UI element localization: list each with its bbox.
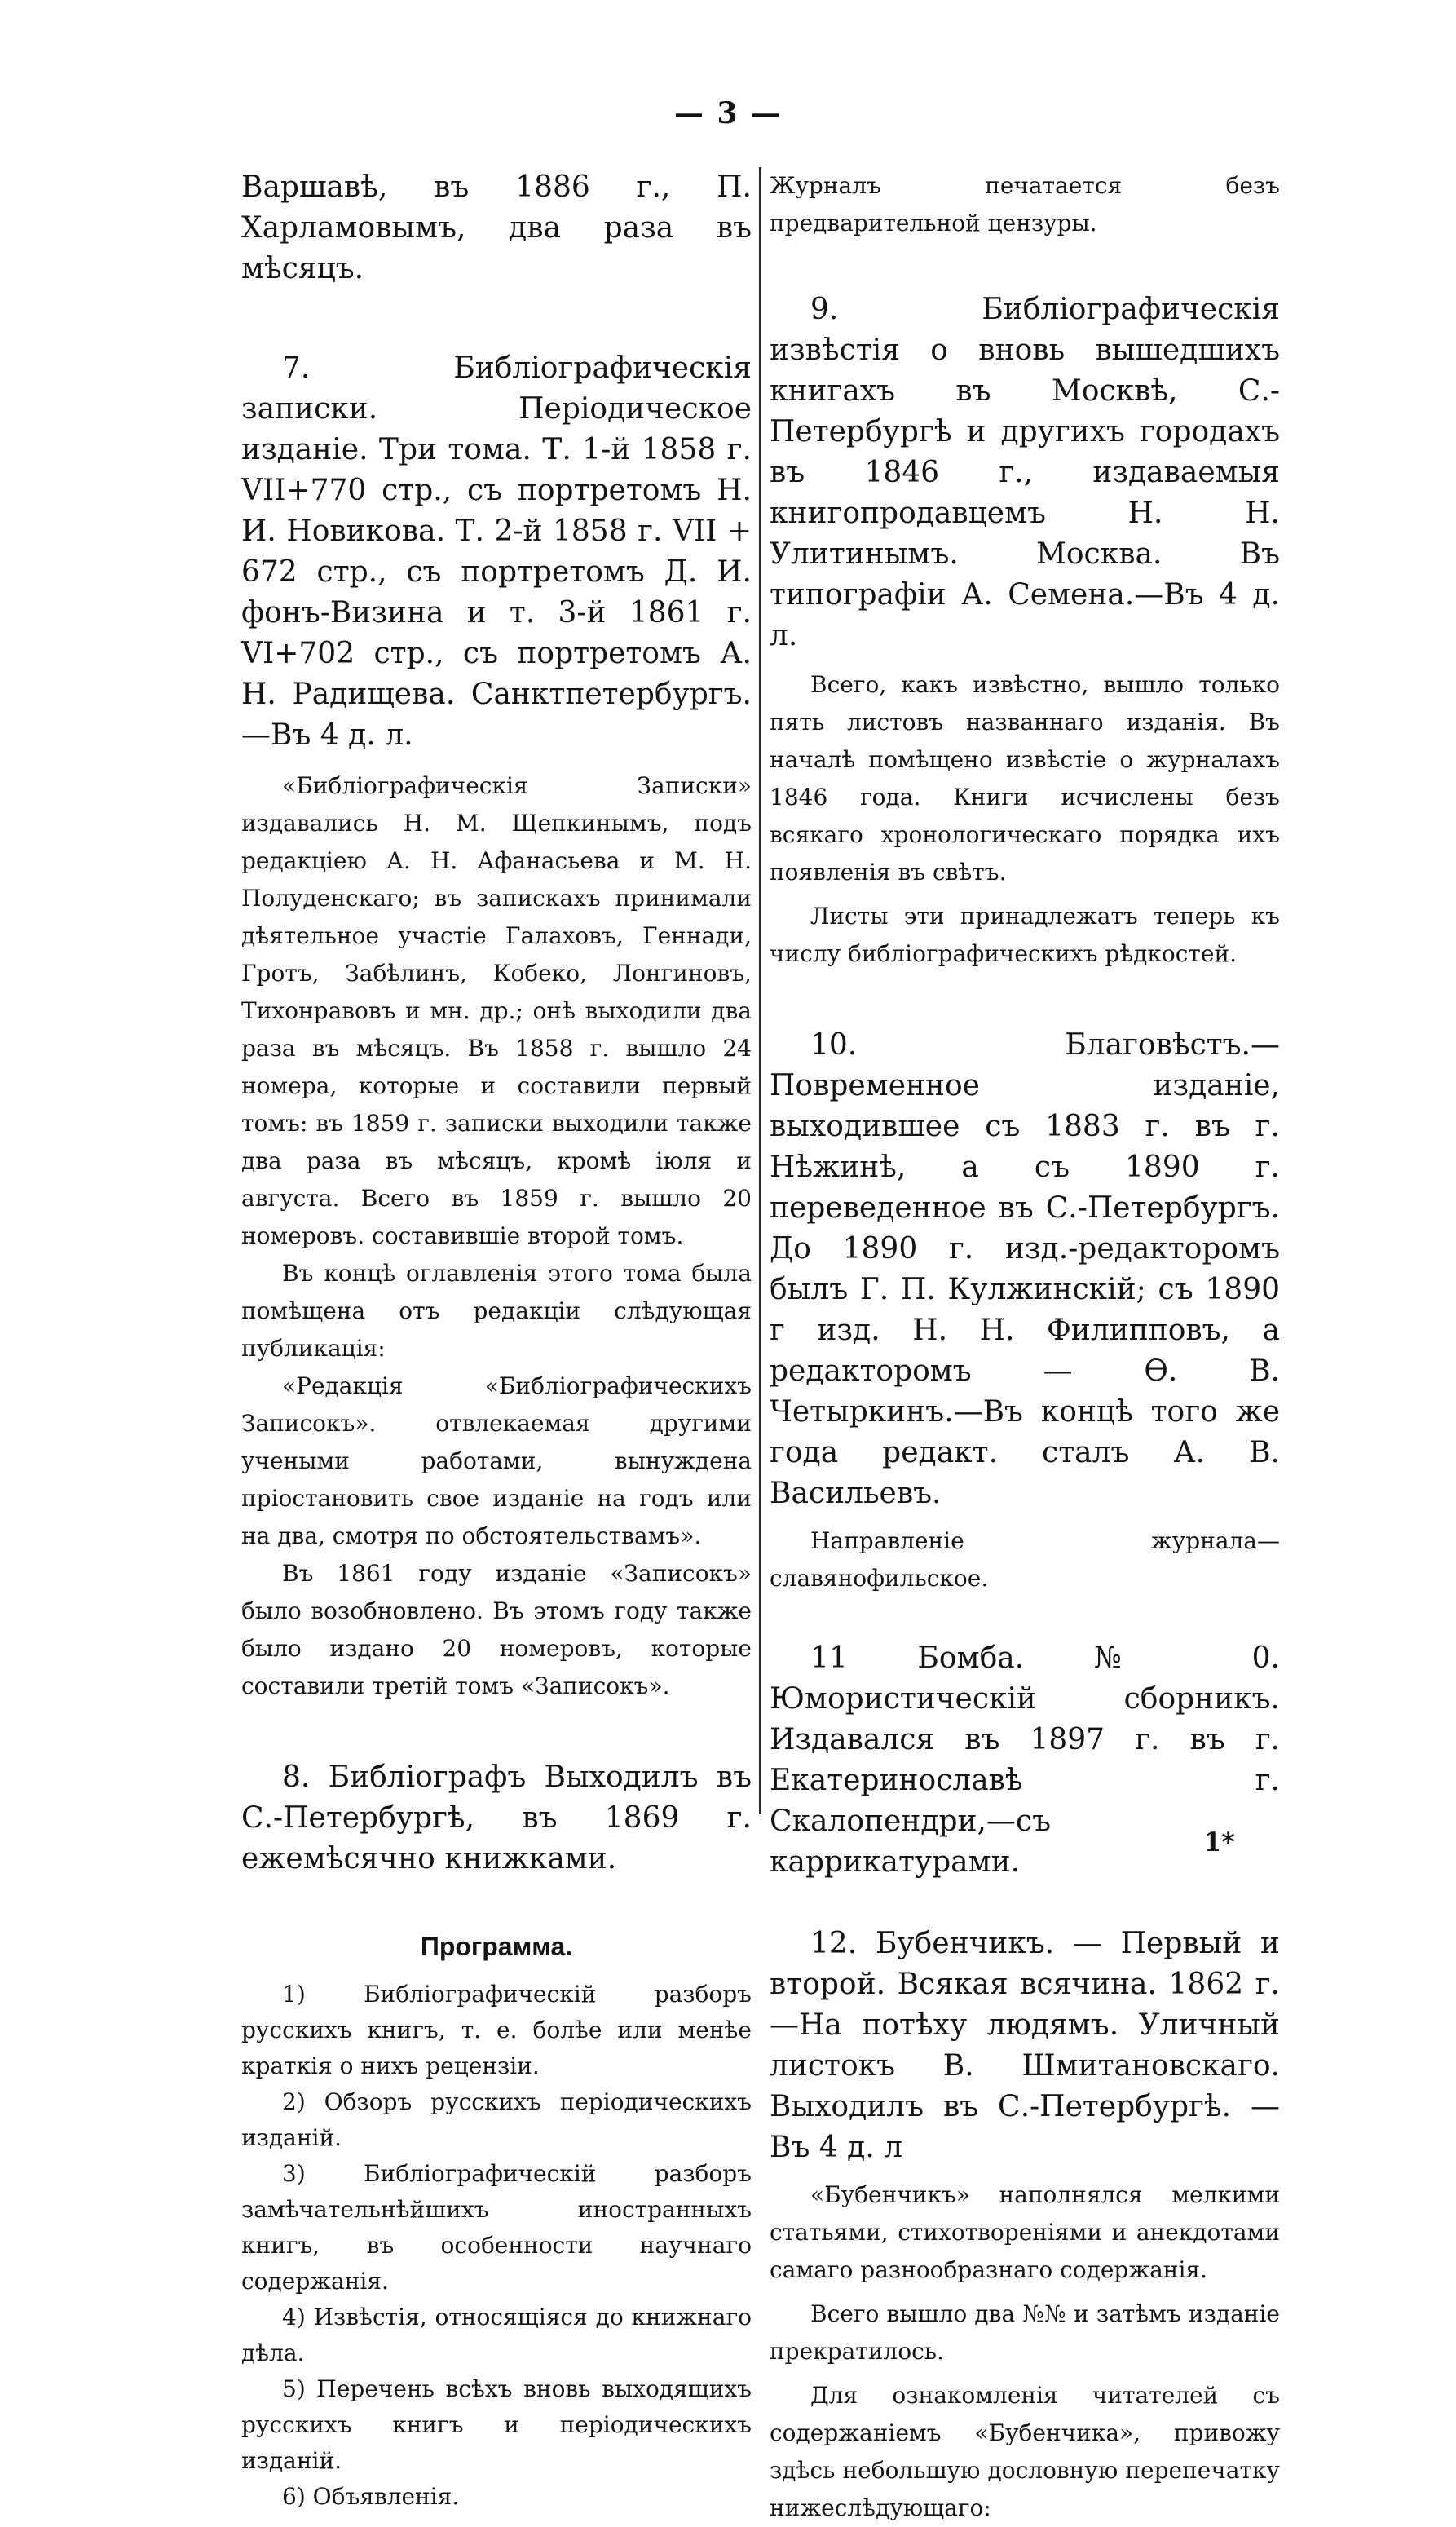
left-column: [241, 167, 752, 2515]
column-divider: [759, 167, 761, 1814]
program-item: 2) Обзоръ русскихъ періодическихъ изданій.: [241, 2088, 752, 2151]
entry-7-paragraph: Въ концѣ оглавленія этого тома была помѣщена отъ редакціи слѣдующая публикація:: [241, 1260, 752, 1362]
program-item: 1) Библіографическій разборъ русскихъ книгъ, т. е. болѣе или менѣе краткія о нихъ рецензіи.: [241, 1981, 752, 2079]
entry-11-title: 11 Бомба. № 0. Юмористическій сборникъ. Издавался въ 1897 г. въ г. Екатеринославѣ г. Скалопендри,—съ каррикатурами.: [770, 1641, 1280, 1879]
entry-8-title: 8. Библіографъ Выходилъ въ С.-Петербургѣ, въ 1869 г. ежемѣсячно книжками.: [241, 1761, 752, 1875]
entry-9-paragraph: Листы эти принадлежатъ теперь къ числу библіографическихъ рѣдкостей.: [770, 903, 1280, 967]
entry-7-title: 7. Библіографическія записки. Періодическое изданіе. Три тома. Т. 1-й 1858 г. VII+770 стр., съ портретомъ Н. И. Новикова. Т. 2-й 1858 г. VII + 672 стр., съ портретомъ Д. И. фонъ-Визина и т. 3-й 1861 г. VI+702 стр., съ портретомъ А. Н. Радищева. Санктпетербургъ.—Въ 4 д. л.: [241, 351, 752, 752]
continued-paragraph: Журналъ печатается безъ предварительной цензуры.: [770, 172, 1280, 236]
entry-9-paragraph: Всего, какъ извѣстно, вышло только пять листовъ названнаго изданія. Въ началѣ помѣщено извѣстіе о журналахъ 1846 года. Книги исчислены безъ всякаго хронологическаго порядка ихъ появленія въ свѣтъ.: [770, 671, 1280, 886]
program-heading: Программа.: [420, 1932, 573, 1961]
entry-12-paragraph: Всего вышло два №№ и затѣмъ изданіе прекратилось.: [770, 2300, 1280, 2365]
program-item: 4) Извѣстія, относящіяся до книжнаго дѣла.: [241, 2304, 752, 2366]
page-number: — 3 —: [673, 96, 783, 130]
entry-9-title: 9. Библіографическія извѣстія о вновь вышедшихъ книгахъ въ Москвѣ, С.-Петербургѣ и другихъ городахъ въ 1846 г., издаваемыя книгопродавцемъ Н. Н. Улитинымъ. Москва. Въ типографіи А. Семена.—Въ 4 д. л.: [770, 293, 1280, 652]
program-item: 5) Перечень всѣхъ вновь выходящихъ русскихъ книгъ и періодическихъ изданій.: [241, 2375, 752, 2474]
entry-10-title: 10. Благовѣстъ.—Повременное изданіе, выходившее съ 1883 г. въ г. Нѣжинѣ, а съ 1890 г. переведенное въ С.-Петербургъ. До 1890 г. изд.-редакторомъ былъ Г. П. Кулжинскій; съ 1890 г изд. Н. Н. Филипповъ, а редакторомъ — Ѳ. В. Четыркинъ.—Въ концѣ того же года редакт. сталъ А. В. Васильевъ.: [770, 1028, 1280, 1510]
signature-mark: 1*: [1203, 1827, 1235, 1858]
entry-7-paragraph: Въ 1861 году изданіе «Записокъ» было возобновлено. Въ этомъ году также было издано 20 номеровъ, которые составили третій томъ «Записокъ».: [241, 1560, 752, 1699]
program-item: 6) Объявленія.: [282, 2483, 460, 2510]
right-column: [770, 167, 1280, 2527]
entry-7-paragraph: «Библіографическія Записки» издавались Н. М. Щепкинымъ, подъ редакціею А. Н. Афанасьева и М. Н. Полуденскаго; въ запискахъ принимали дѣятельное участіе Галаховъ, Геннади, Гротъ, Забѣлинъ, Кобеко, Лонгиновъ, Тихонравовъ и мн. др.; онѣ выходили два раза въ мѣсяцъ. Въ 1858 г. вышло 24 номера, которые и составили первый томъ: въ 1859 г. записки выходили также два раза въ мѣсяцъ, кромѣ іюля и августа. Всего въ 1859 г. вышло 20 номеровъ. составившіе второй томъ.: [241, 772, 752, 1249]
entry-12-paragraph: «Бубенчикъ» наполнялся мелкими статьями, стихотвореніями и анекдотами самаго разнообразнаго содержанія.: [770, 2181, 1280, 2283]
entry-7-paragraph: «Редакція «Библіографическихъ Записокъ». отвлекаемая другими учеными работами, вынуждена пріостановить свое изданіе на годъ или на два, смотря по обстоятельствамъ».: [241, 1372, 752, 1549]
continued-paragraph: Варшавѣ, въ 1886 г., П. Харламовымъ, два раза въ мѣсяцъ.: [241, 170, 752, 285]
entry-12-paragraph: Для ознакомленія читателей съ содержаніемъ «Бубенчика», привожу здѣсь небольшую дословную перепечатку нижеслѣдующаго:: [770, 2382, 1280, 2521]
entry-10-paragraph: Направленіе журнала—славянофильское.: [770, 1527, 1280, 1592]
program-item: 3) Библіографическій разборъ замѣчательнѣйшихъ иностранныхъ книгъ, въ особенности научнаго содержанія.: [241, 2160, 752, 2295]
entry-12-title: 12. Бубенчикъ. — Первый и второй. Всякая всячина. 1862 г.—На потѣху людямъ. Уличный листокъ В. Шмитановскаго. Выходилъ въ С.-Петербургѣ. — Въ 4 д. л: [770, 1927, 1280, 2164]
